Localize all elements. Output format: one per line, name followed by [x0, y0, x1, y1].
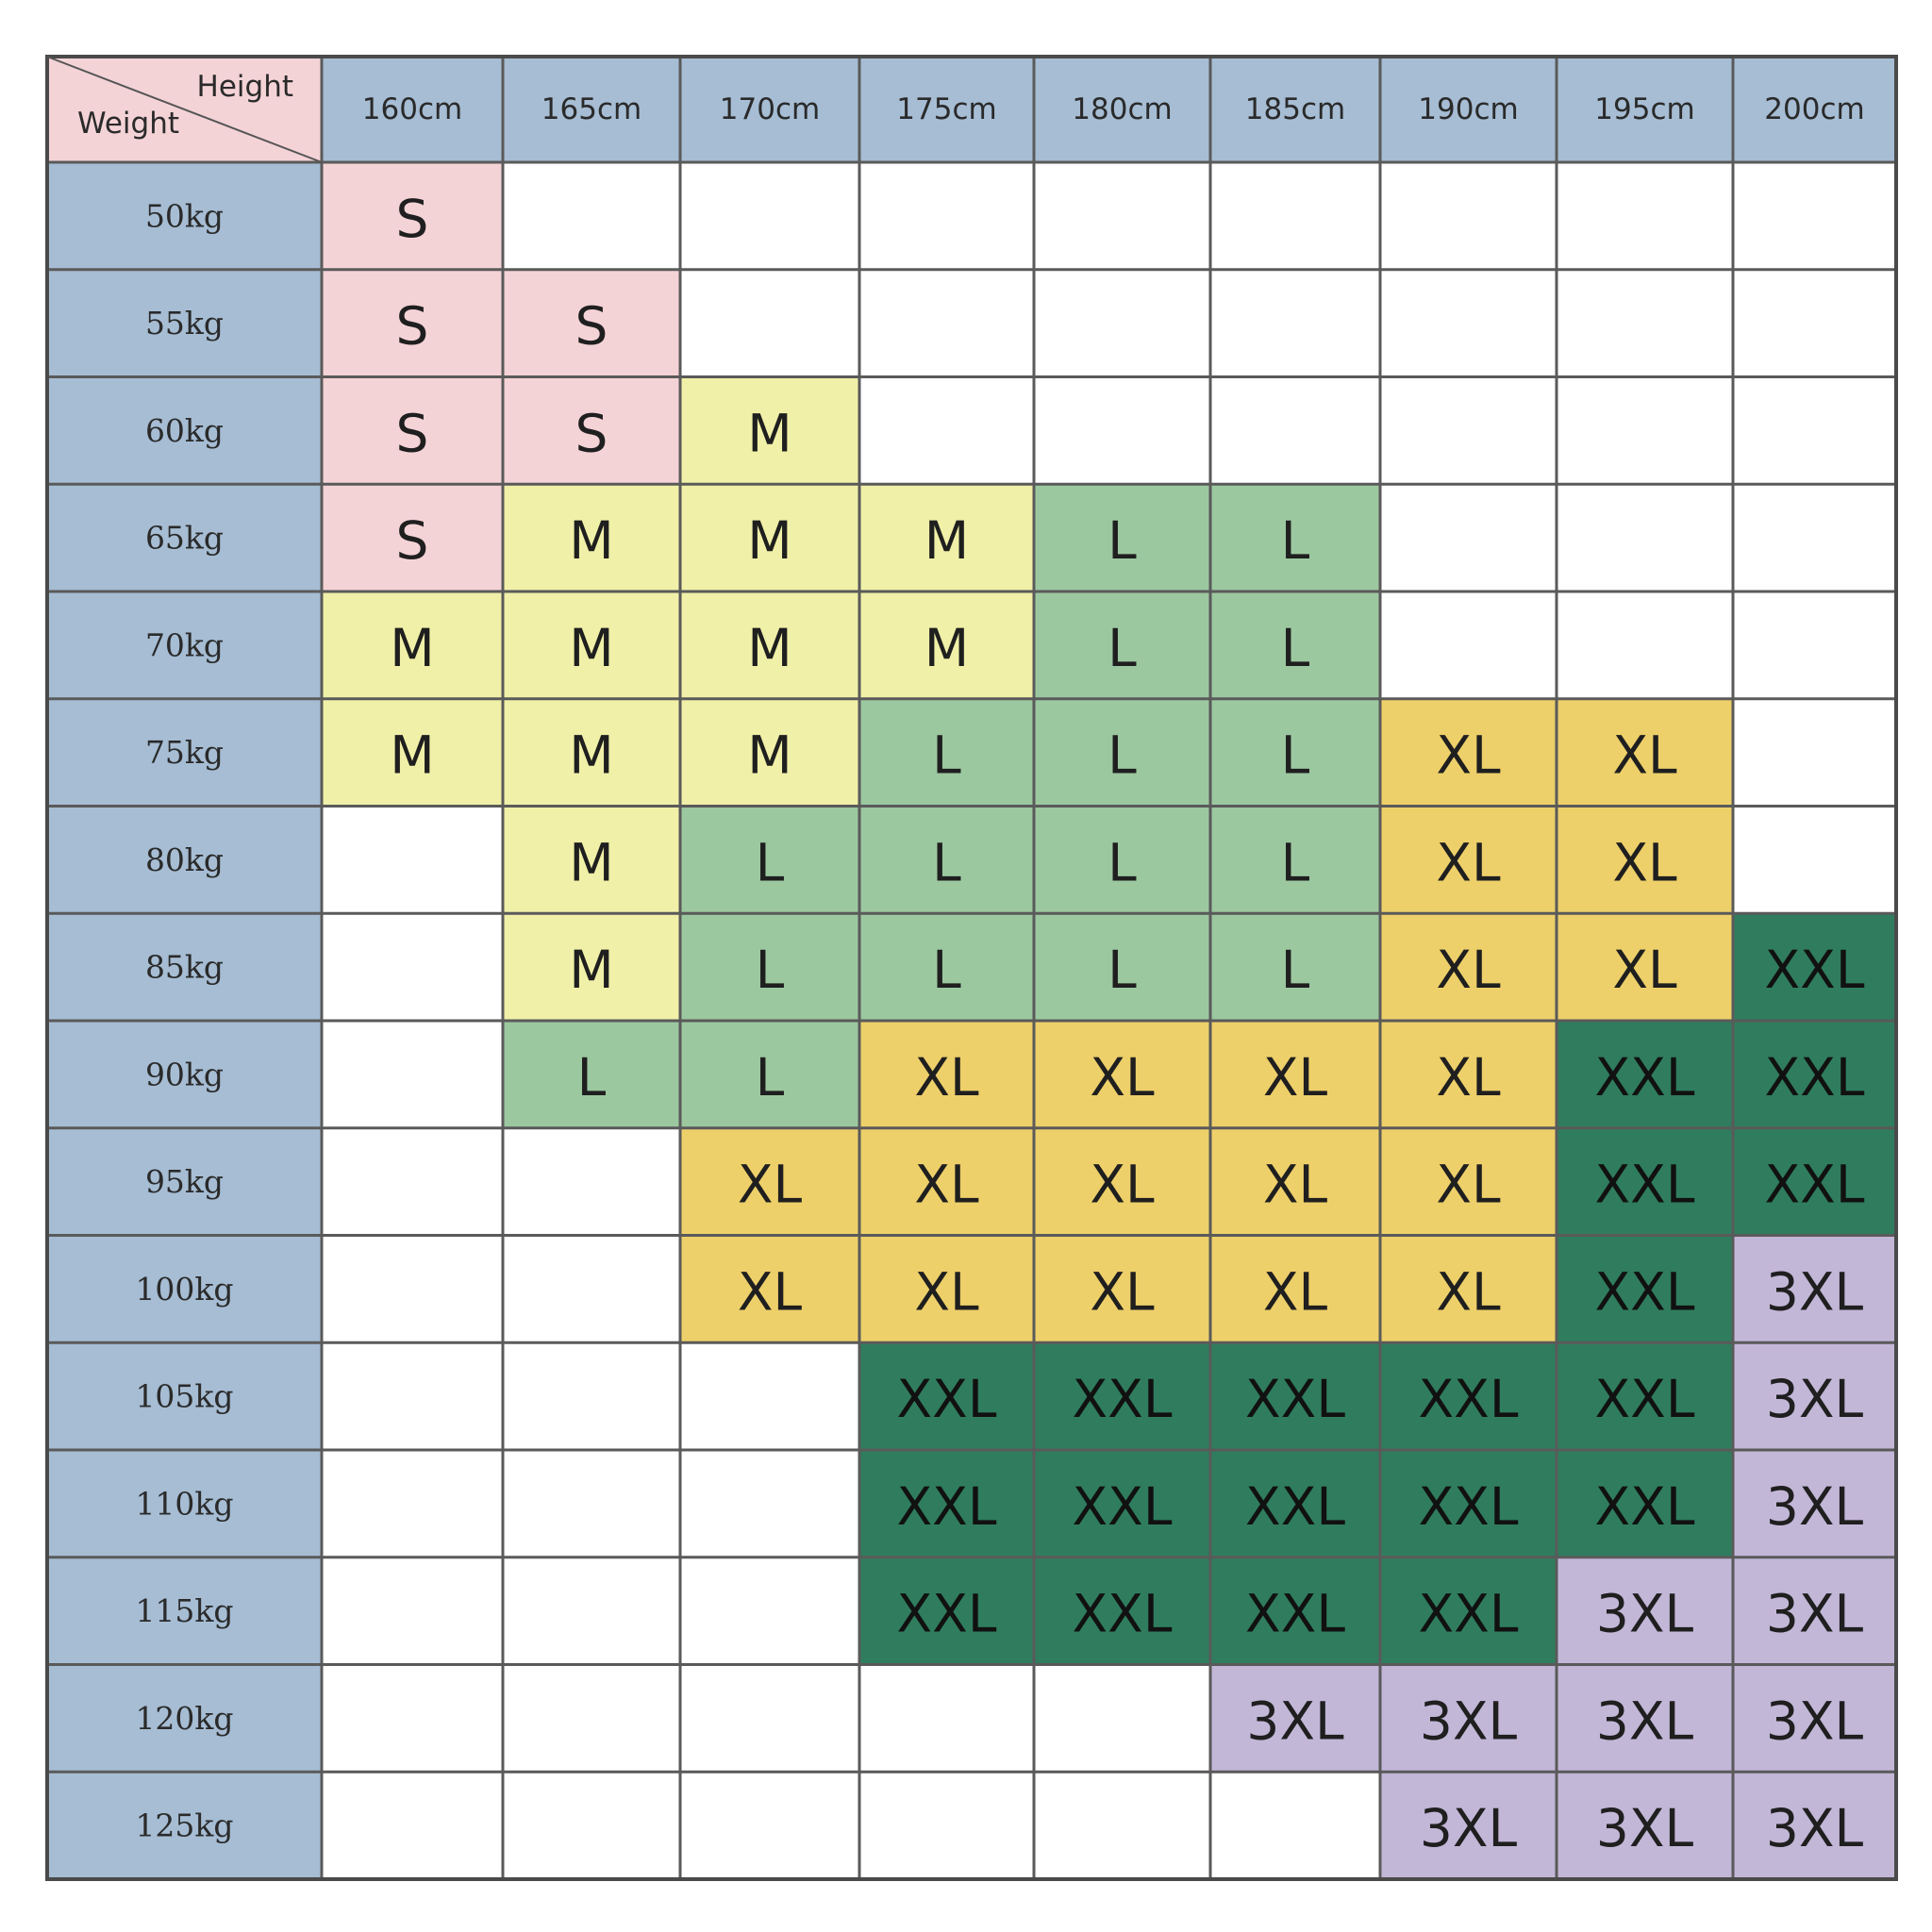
row-header-label: 125kg	[135, 1807, 234, 1844]
size-label: XL	[914, 1261, 979, 1323]
size-label: L	[1108, 617, 1137, 678]
column-header-label: 200cm	[1764, 92, 1865, 126]
size-label: XL	[1090, 1154, 1155, 1215]
size-label: M	[747, 403, 792, 464]
size-label: XL	[1436, 940, 1501, 1001]
size-label: XXL	[1764, 940, 1865, 1001]
size-label: XXL	[1072, 1369, 1173, 1430]
size-cell	[1557, 270, 1733, 377]
column-header-label: 180cm	[1072, 92, 1173, 126]
size-cell	[322, 1665, 503, 1773]
size-cell	[1034, 1665, 1210, 1773]
size-label: XXL	[1072, 1583, 1173, 1644]
size-label: XL	[737, 1261, 803, 1323]
column-header-label: 195cm	[1594, 92, 1695, 126]
size-label: XXL	[1245, 1475, 1345, 1537]
size-label: XXL	[896, 1475, 997, 1537]
size-cell	[322, 1772, 503, 1879]
size-cell	[1557, 162, 1733, 270]
size-label: M	[569, 510, 614, 572]
size-label: XL	[914, 1154, 979, 1215]
size-cell	[1557, 591, 1733, 699]
row-header-label: 85kg	[144, 948, 225, 986]
size-label: 3XL	[1765, 1583, 1864, 1644]
size-label: 3XL	[1419, 1690, 1518, 1752]
size-label: XL	[1436, 832, 1501, 893]
size-label: XXL	[1245, 1583, 1345, 1644]
size-label: 3XL	[1765, 1690, 1864, 1752]
size-label: XXL	[1764, 1154, 1865, 1215]
size-label: L	[1280, 724, 1310, 786]
row-header-label: 75kg	[144, 734, 225, 772]
column-header-label: 185cm	[1244, 92, 1346, 126]
size-label: XXL	[1594, 1369, 1695, 1430]
size-label: XL	[1090, 1261, 1155, 1323]
size-label: S	[575, 295, 608, 357]
size-label: L	[1280, 832, 1310, 893]
size-cell	[1557, 377, 1733, 485]
size-label: XL	[1090, 1046, 1155, 1108]
size-label: XL	[1436, 1261, 1501, 1323]
size-label: 3XL	[1595, 1690, 1694, 1752]
row-header-label: 100kg	[135, 1270, 234, 1307]
size-cell	[680, 1342, 859, 1450]
size-cell	[322, 1557, 503, 1665]
size-cell	[503, 1772, 680, 1879]
size-label: XXL	[1764, 1046, 1865, 1108]
size-cell	[1733, 807, 1896, 914]
size-label: L	[1280, 940, 1310, 1001]
size-cell	[503, 1665, 680, 1773]
size-label: L	[1280, 510, 1310, 572]
size-cell	[1733, 699, 1896, 807]
size-label: M	[747, 510, 792, 572]
size-cell	[503, 1450, 680, 1557]
row-header-label: 50kg	[144, 197, 225, 235]
size-cell	[859, 270, 1034, 377]
size-label: 3XL	[1419, 1798, 1518, 1859]
size-label: S	[395, 295, 429, 357]
size-cell	[1380, 484, 1557, 591]
size-cell	[680, 1450, 859, 1557]
size-label: XXL	[1418, 1583, 1519, 1644]
size-label: XXL	[1418, 1369, 1519, 1430]
size-label: L	[1108, 724, 1137, 786]
size-label: XL	[1612, 940, 1677, 1001]
size-cell	[322, 1128, 503, 1236]
row-header-label: 110kg	[135, 1485, 234, 1523]
size-label: XXL	[1594, 1046, 1695, 1108]
size-label: 3XL	[1765, 1369, 1864, 1430]
size-cell	[1034, 1772, 1210, 1879]
size-label: S	[395, 188, 429, 249]
size-label: S	[395, 403, 429, 464]
corner-height-label: Height	[196, 70, 293, 104]
row-header-label: 55kg	[144, 305, 225, 342]
size-cell	[680, 1772, 859, 1879]
size-cell	[1034, 270, 1210, 377]
size-label: L	[932, 940, 961, 1001]
size-cell	[1557, 484, 1733, 591]
size-cell	[680, 162, 859, 270]
size-cell	[1210, 1772, 1380, 1879]
size-cell	[680, 270, 859, 377]
size-cell	[1210, 162, 1380, 270]
size-label: 3XL	[1246, 1690, 1344, 1752]
size-label: L	[932, 724, 961, 786]
row-header-label: 65kg	[144, 519, 225, 557]
size-cell	[503, 1557, 680, 1665]
size-cell	[680, 1557, 859, 1665]
size-cell	[503, 162, 680, 270]
size-cell	[1034, 377, 1210, 485]
size-cell	[322, 1021, 503, 1128]
size-cell	[859, 1772, 1034, 1879]
size-label: L	[1280, 617, 1310, 678]
size-cell	[503, 1128, 680, 1236]
size-label: XL	[737, 1154, 803, 1215]
size-cell	[680, 1665, 859, 1773]
size-cell	[1733, 591, 1896, 699]
row-header-label: 120kg	[135, 1699, 234, 1737]
size-cell	[1733, 162, 1896, 270]
size-label: M	[747, 617, 792, 678]
row-header-label: 105kg	[135, 1377, 234, 1415]
size-label: S	[395, 510, 429, 572]
row-header-label: 80kg	[144, 841, 225, 878]
size-cell	[322, 807, 503, 914]
size-cell	[503, 1236, 680, 1343]
size-cell	[859, 162, 1034, 270]
row-header-label: 115kg	[135, 1592, 234, 1630]
row-header-label: 95kg	[144, 1163, 225, 1201]
size-label: XXL	[1245, 1369, 1345, 1430]
size-cell	[503, 1342, 680, 1450]
size-label: XL	[1262, 1046, 1328, 1108]
size-cell	[322, 1236, 503, 1343]
size-label: M	[569, 617, 614, 678]
size-label: XL	[1262, 1261, 1328, 1323]
size-label: L	[1108, 940, 1137, 1001]
size-label: XXL	[1072, 1475, 1173, 1537]
size-label: 3XL	[1595, 1798, 1694, 1859]
size-cell	[322, 1450, 503, 1557]
size-cell	[322, 1342, 503, 1450]
size-label: XL	[1436, 1046, 1501, 1108]
size-label: L	[932, 832, 961, 893]
size-label: M	[747, 724, 792, 786]
size-label: M	[924, 510, 970, 572]
row-header-label: 70kg	[144, 626, 225, 664]
column-header-label: 175cm	[896, 92, 997, 126]
size-label: XXL	[896, 1369, 997, 1430]
size-cell	[1380, 162, 1557, 270]
size-label: L	[576, 1046, 607, 1108]
size-label: L	[1108, 510, 1137, 572]
size-label: L	[755, 1046, 785, 1108]
size-label: M	[569, 940, 614, 1001]
size-label: 3XL	[1595, 1583, 1694, 1644]
size-label: 3XL	[1765, 1261, 1864, 1323]
size-cell	[1733, 377, 1896, 485]
size-label: XL	[1436, 724, 1501, 786]
column-header-label: 160cm	[361, 92, 463, 126]
corner-weight-label: Weight	[77, 107, 180, 141]
size-label: XXL	[1418, 1475, 1519, 1537]
size-cell	[322, 913, 503, 1021]
size-label: XL	[914, 1046, 979, 1108]
size-cell	[1380, 377, 1557, 485]
size-cell	[1210, 270, 1380, 377]
size-cell	[1210, 377, 1380, 485]
size-label: XL	[1436, 1154, 1501, 1215]
size-label: M	[390, 617, 435, 678]
row-header-label: 90kg	[144, 1056, 225, 1093]
size-cell	[1733, 484, 1896, 591]
size-label: L	[755, 940, 785, 1001]
column-header-label: 190cm	[1418, 92, 1519, 126]
size-label: 3XL	[1765, 1798, 1864, 1859]
row-header-label: 60kg	[144, 411, 225, 449]
size-label: M	[569, 832, 614, 893]
size-label: L	[755, 832, 785, 893]
size-label: S	[575, 403, 608, 464]
size-label: XL	[1612, 724, 1677, 786]
column-header-label: 165cm	[541, 92, 642, 126]
size-cell	[859, 377, 1034, 485]
size-label: M	[924, 617, 970, 678]
size-label: XXL	[1594, 1261, 1695, 1323]
size-cell	[859, 1665, 1034, 1773]
size-label: XL	[1612, 832, 1677, 893]
column-header-label: 170cm	[719, 92, 821, 126]
size-cell	[1380, 270, 1557, 377]
size-label: XXL	[1594, 1475, 1695, 1537]
size-label: XXL	[1594, 1154, 1695, 1215]
size-label: XL	[1262, 1154, 1328, 1215]
size-cell	[1380, 591, 1557, 699]
size-label: 3XL	[1765, 1475, 1864, 1537]
size-label: L	[1108, 832, 1137, 893]
size-cell	[1034, 162, 1210, 270]
size-label: M	[569, 724, 614, 786]
size-cell	[1733, 270, 1896, 377]
size-label: XXL	[896, 1583, 997, 1644]
size-label: M	[390, 724, 435, 786]
